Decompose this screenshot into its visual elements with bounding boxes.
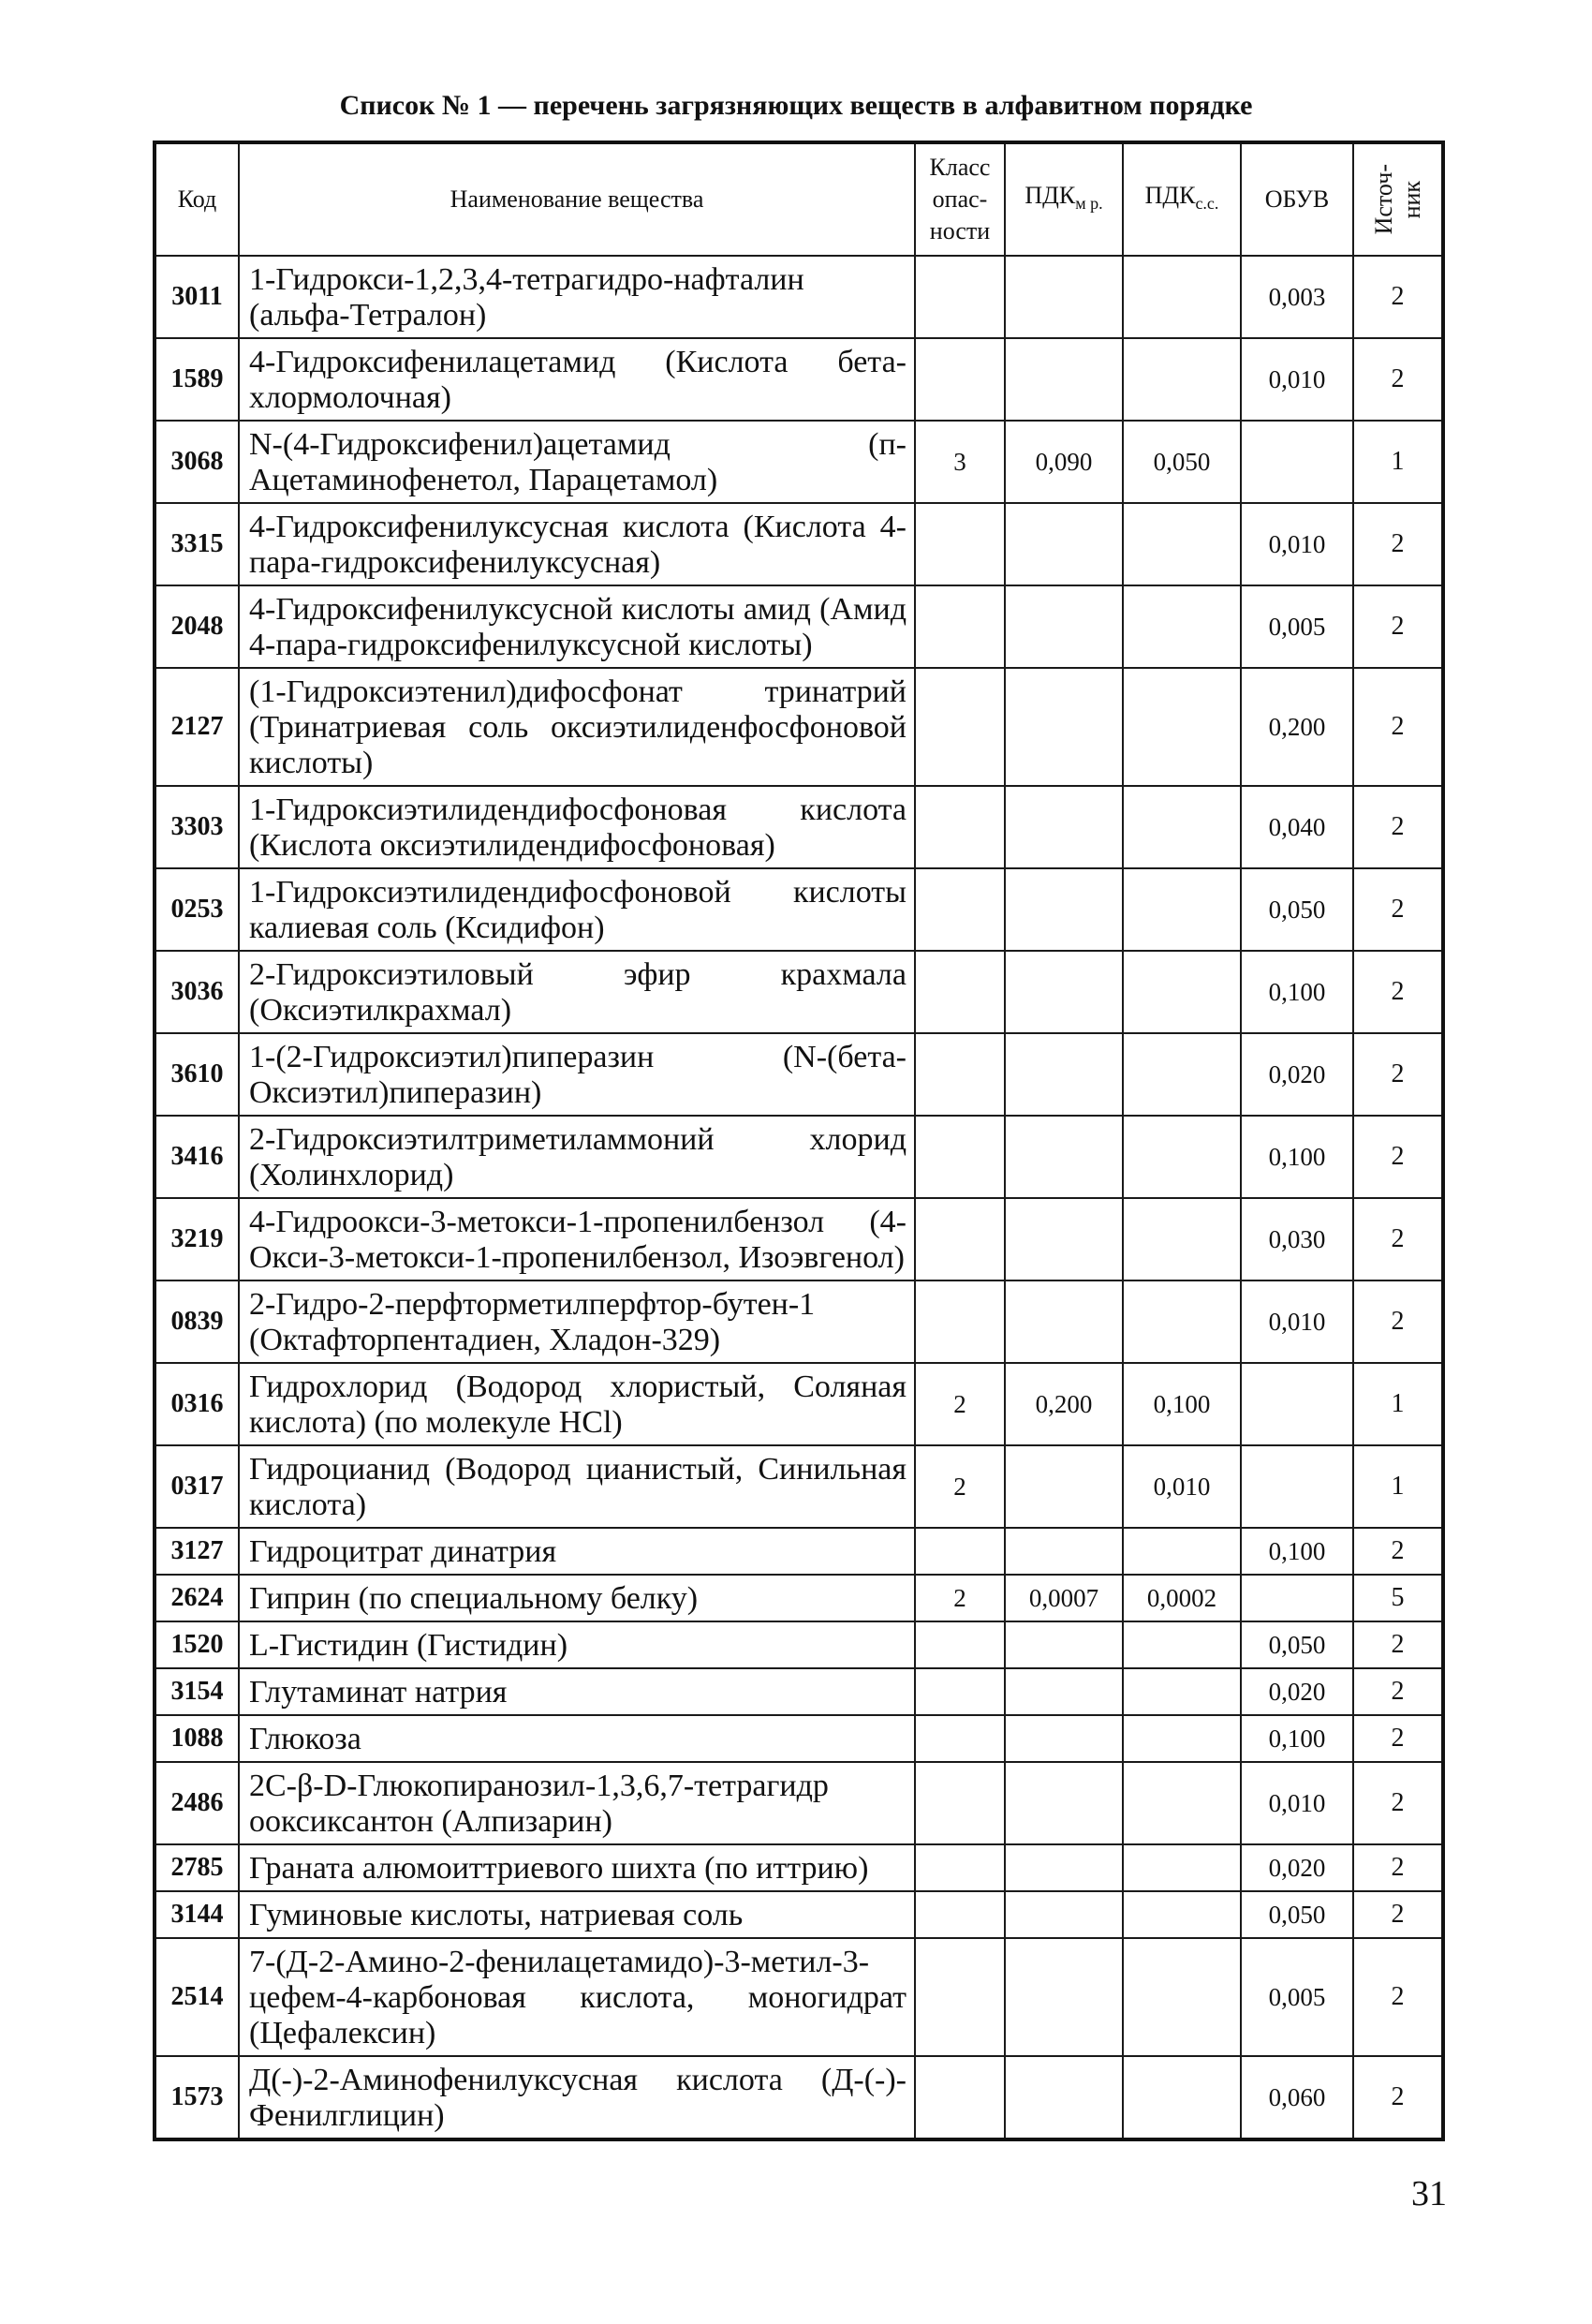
header-code: Код [155,142,239,256]
pdk-max-single [1005,1528,1123,1575]
source-number: 2 [1353,1668,1443,1715]
source-number: 2 [1353,951,1443,1033]
hazard-class [915,1762,1005,1844]
obuv-value: 0,020 [1241,1668,1353,1715]
source-number: 2 [1353,1033,1443,1116]
obuv-value: 0,003 [1241,256,1353,338]
substance-name: L-Гистидин (Гистидин) [239,1621,915,1668]
substance-code: 2127 [155,668,239,786]
substance-name: N-(4-Гидроксифенил)ацетамид (п-Ацетаминофенетол, Парацетамол) [239,421,915,503]
pdk-daily-average [1123,503,1241,585]
hazard-class [915,1280,1005,1363]
pdk-max-single [1005,1621,1123,1668]
substance-name: Гидрохлорид (Водород хлористый, Соляная кислота) (по молекуле HCl) [239,1363,915,1445]
substance-name: 4-Гидроксифенилацетамид (Кислота бета-хлормолочная) [239,338,915,421]
obuv-value: 0,020 [1241,1844,1353,1891]
pdk-daily-average [1123,1715,1241,1762]
pdk-max-single [1005,786,1123,868]
pdk-daily-average [1123,1528,1241,1575]
hazard-class: 2 [915,1575,1005,1621]
obuv-value: 0,010 [1241,1762,1353,1844]
hazard-class [915,1116,1005,1198]
pdk-max-single: 0,200 [1005,1363,1123,1445]
source-number: 2 [1353,868,1443,951]
pdk-daily-average [1123,1198,1241,1280]
substance-name: Глюкоза [239,1715,915,1762]
table-body [155,256,1443,2139]
source-number: 2 [1353,1116,1443,1198]
source-number: 2 [1353,256,1443,338]
hazard-class [915,1033,1005,1116]
hazard-class [915,338,1005,421]
hazard-class: 2 [915,1363,1005,1445]
substance-name: Гидроцитрат динатрия [239,1528,915,1575]
substance-code: 1088 [155,1715,239,1762]
header-source-label: Источ- ник [1369,164,1425,235]
hazard-class [915,1668,1005,1715]
table-row [155,1116,1443,1198]
substance-name: 1-Гидрокси-1,2,3,4-тетрагидро-нафталин (альфа-Тетралон) [239,256,915,338]
pdk-max-single [1005,1844,1123,1891]
substance-name: 1-Гидроксиэтилидендифосфоновой кислоты калиевая соль (Ксидифон) [239,868,915,951]
source-number: 2 [1353,1528,1443,1575]
table-row [155,1891,1443,1938]
page-number: 31 [1411,2174,1447,2213]
substance-name: (1-Гидроксиэтенил)дифосфонат тринатрий (Тринатриевая соль оксиэтилиденфосфоновой кислоты) [239,668,915,786]
obuv-value: 0,050 [1241,1891,1353,1938]
pdk-max-single [1005,1445,1123,1528]
table-row [155,1762,1443,1844]
pdk-daily-average [1123,585,1241,668]
pdk-max-single [1005,1280,1123,1363]
hazard-class [915,951,1005,1033]
obuv-value: 0,010 [1241,503,1353,585]
substance-code: 0317 [155,1445,239,1528]
obuv-value: 0,100 [1241,951,1353,1033]
obuv-value [1241,1575,1353,1621]
table-row [155,1363,1443,1445]
substance-code: 3315 [155,503,239,585]
source-number: 1 [1353,1445,1443,1528]
hazard-class: 2 [915,1445,1005,1528]
obuv-value: 0,010 [1241,1280,1353,1363]
substance-name: 4-Гидроокси-3-метокси-1-пропенилбензол (4-Окси-3-метокси-1-пропенилбензол, Изоэвгенол) [239,1198,915,1280]
source-number: 2 [1353,1891,1443,1938]
obuv-value: 0,050 [1241,1621,1353,1668]
pdk-daily-average [1123,1762,1241,1844]
pdk-daily-average [1123,951,1241,1033]
obuv-value: 0,100 [1241,1116,1353,1198]
substances-table [153,141,1445,2141]
substance-code: 2048 [155,585,239,668]
header-pdk-mr [1005,142,1123,256]
obuv-value: 0,030 [1241,1198,1353,1280]
substance-name: 2-Гидроксиэтиловый эфир крахмала (Оксиэтилкрахмал) [239,951,915,1033]
source-number: 2 [1353,503,1443,585]
table-row [155,1033,1443,1116]
header-name: Наименование вещества [239,142,915,256]
table-row [155,1938,1443,2056]
table-row [155,503,1443,585]
source-number: 2 [1353,668,1443,786]
pdk-max-single [1005,2056,1123,2139]
substance-code: 2514 [155,1938,239,2056]
header-class-label: Класс опас- ности [929,154,991,244]
table-row [155,1668,1443,1715]
hazard-class [915,668,1005,786]
table-row [155,786,1443,868]
substance-code: 3011 [155,256,239,338]
pdk-max-single [1005,585,1123,668]
table-row [155,1445,1443,1528]
table-row [155,585,1443,668]
pdk-max-single [1005,1891,1123,1938]
header-pdk-mr-base: ПДК [1024,181,1076,209]
pdk-daily-average [1123,2056,1241,2139]
hazard-class [915,256,1005,338]
pdk-max-single [1005,1938,1123,2056]
source-number: 2 [1353,585,1443,668]
source-number: 2 [1353,1621,1443,1668]
hazard-class [915,786,1005,868]
obuv-value [1241,1363,1353,1445]
hazard-class [915,1528,1005,1575]
table-row [155,1621,1443,1668]
source-number: 2 [1353,1280,1443,1363]
header-class [915,142,1005,256]
substance-name: Гидроцианид (Водород цианистый, Синильная кислота) [239,1445,915,1528]
source-number: 2 [1353,1938,1443,2056]
substance-name: 7-(Д-2-Амино-2-фенилацетамидо)-3-метил-3-цефем-4-карбоновая кислота, моногидрат (Цефалексин) [239,1938,915,2056]
source-number: 1 [1353,421,1443,503]
substance-code: 1589 [155,338,239,421]
pdk-max-single [1005,256,1123,338]
substance-code: 3127 [155,1528,239,1575]
hazard-class [915,1715,1005,1762]
pdk-max-single [1005,1715,1123,1762]
pdk-max-single [1005,1198,1123,1280]
pdk-max-single [1005,1762,1123,1844]
header-obuv: ОБУВ [1241,142,1353,256]
obuv-value: 0,200 [1241,668,1353,786]
hazard-class [915,1844,1005,1891]
substance-name: 2-Гидроксиэтилтриметиламмоний хлорид (Холинхлорид) [239,1116,915,1198]
header-pdk-ss-sub: с.с. [1195,194,1219,214]
table-header-row [155,142,1443,256]
substance-name: 2C-β-D-Глюкопиранозил-1,3,6,7-тетрагидр ооксиксантон (Алпизарин) [239,1762,915,1844]
substance-code: 3154 [155,1668,239,1715]
substance-name: Гиприн (по специальному белку) [239,1575,915,1621]
source-number: 2 [1353,1715,1443,1762]
obuv-value: 0,060 [1241,2056,1353,2139]
header-source-wrap [1360,144,1436,255]
source-number: 2 [1353,2056,1443,2139]
table-row [155,868,1443,951]
obuv-value [1241,421,1353,503]
pdk-max-single [1005,503,1123,585]
hazard-class [915,868,1005,951]
substance-name: 4-Гидроксифенилуксусной кислоты амид (Амид 4-пара-гидроксифенилуксусной кислоты) [239,585,915,668]
obuv-value: 0,050 [1241,868,1353,951]
obuv-value [1241,1445,1353,1528]
substance-code: 1520 [155,1621,239,1668]
pdk-daily-average [1123,1891,1241,1938]
substance-code: 1573 [155,2056,239,2139]
pdk-daily-average [1123,1938,1241,2056]
pdk-daily-average [1123,1116,1241,1198]
substance-code: 0839 [155,1280,239,1363]
hazard-class [915,1198,1005,1280]
header-source [1353,142,1443,256]
table-row [155,668,1443,786]
pdk-max-single [1005,668,1123,786]
substance-code: 3303 [155,786,239,868]
substance-name: 1-(2-Гидроксиэтил)пиперазин (N-(бета-Оксиэтил)пиперазин) [239,1033,915,1116]
header-pdk-ss [1123,142,1241,256]
substance-name: Граната алюмоиттриевого шихта (по иттрию) [239,1844,915,1891]
pdk-daily-average [1123,1668,1241,1715]
source-number: 2 [1353,1762,1443,1844]
pdk-daily-average [1123,1621,1241,1668]
obuv-value: 0,010 [1241,338,1353,421]
substance-name: 4-Гидроксифенилуксусная кислота (Кислота 4-пара-гидроксифенилуксусная) [239,503,915,585]
table-row [155,1528,1443,1575]
pdk-max-single: 0,0007 [1005,1575,1123,1621]
source-number: 2 [1353,1198,1443,1280]
table-row [155,2056,1443,2139]
substance-name: 2-Гидро-2-перфторметилперфтор-бутен-1 (Октафторпентадиен, Хладон-329) [239,1280,915,1363]
pdk-daily-average [1123,256,1241,338]
page-title: Список № 1 — перечень загрязняющих веществ в алфавитном порядке [339,90,1253,121]
substance-code: 2785 [155,1844,239,1891]
substance-code: 0316 [155,1363,239,1445]
header-pdk-ss-base: ПДК [1144,181,1196,209]
source-number: 5 [1353,1575,1443,1621]
substance-name: 1-Гидроксиэтилидендифосфоновая кислота (Кислота оксиэтилидендифосфоновая) [239,786,915,868]
substance-code: 3068 [155,421,239,503]
table-row [155,1844,1443,1891]
pdk-max-single [1005,1668,1123,1715]
substance-code: 3416 [155,1116,239,1198]
pdk-daily-average [1123,1033,1241,1116]
pdk-daily-average [1123,1844,1241,1891]
hazard-class [915,1891,1005,1938]
substance-name: Гуминовые кислоты, натриевая соль [239,1891,915,1938]
substance-code: 3219 [155,1198,239,1280]
obuv-value: 0,005 [1241,585,1353,668]
substance-name: Глутаминат натрия [239,1668,915,1715]
hazard-class: 3 [915,421,1005,503]
substance-code: 2624 [155,1575,239,1621]
substance-code: 0253 [155,868,239,951]
table-row [155,1575,1443,1621]
source-number: 2 [1353,1844,1443,1891]
pdk-max-single [1005,868,1123,951]
pdk-max-single [1005,1033,1123,1116]
hazard-class [915,1621,1005,1668]
pdk-daily-average [1123,786,1241,868]
table-row [155,421,1443,503]
pdk-max-single [1005,338,1123,421]
pdk-daily-average: 0,100 [1123,1363,1241,1445]
obuv-value: 0,100 [1241,1528,1353,1575]
substance-name: Д(-)-2-Аминофенилуксусная кислота (Д-(-)-Фенилглицин) [239,2056,915,2139]
obuv-value: 0,005 [1241,1938,1353,2056]
pdk-daily-average [1123,1280,1241,1363]
pdk-daily-average [1123,338,1241,421]
pdk-daily-average: 0,010 [1123,1445,1241,1528]
pdk-max-single [1005,951,1123,1033]
table-row [155,1715,1443,1762]
source-number: 2 [1353,338,1443,421]
hazard-class [915,585,1005,668]
pdk-max-single [1005,1116,1123,1198]
table-row [155,1280,1443,1363]
obuv-value: 0,020 [1241,1033,1353,1116]
obuv-value: 0,040 [1241,786,1353,868]
hazard-class [915,1938,1005,2056]
substance-code: 3144 [155,1891,239,1938]
hazard-class [915,2056,1005,2139]
obuv-value: 0,100 [1241,1715,1353,1762]
pdk-daily-average: 0,050 [1123,421,1241,503]
table-row [155,951,1443,1033]
substance-code: 3610 [155,1033,239,1116]
pdk-max-single: 0,090 [1005,421,1123,503]
header-pdk-mr-sub: м р. [1075,194,1103,214]
substance-code: 2486 [155,1762,239,1844]
source-number: 1 [1353,1363,1443,1445]
pdk-daily-average: 0,0002 [1123,1575,1241,1621]
pdk-daily-average [1123,668,1241,786]
source-number: 2 [1353,786,1443,868]
pdk-daily-average [1123,868,1241,951]
substance-code: 3036 [155,951,239,1033]
hazard-class [915,503,1005,585]
table-row [155,338,1443,421]
table-row [155,256,1443,338]
table-row [155,1198,1443,1280]
